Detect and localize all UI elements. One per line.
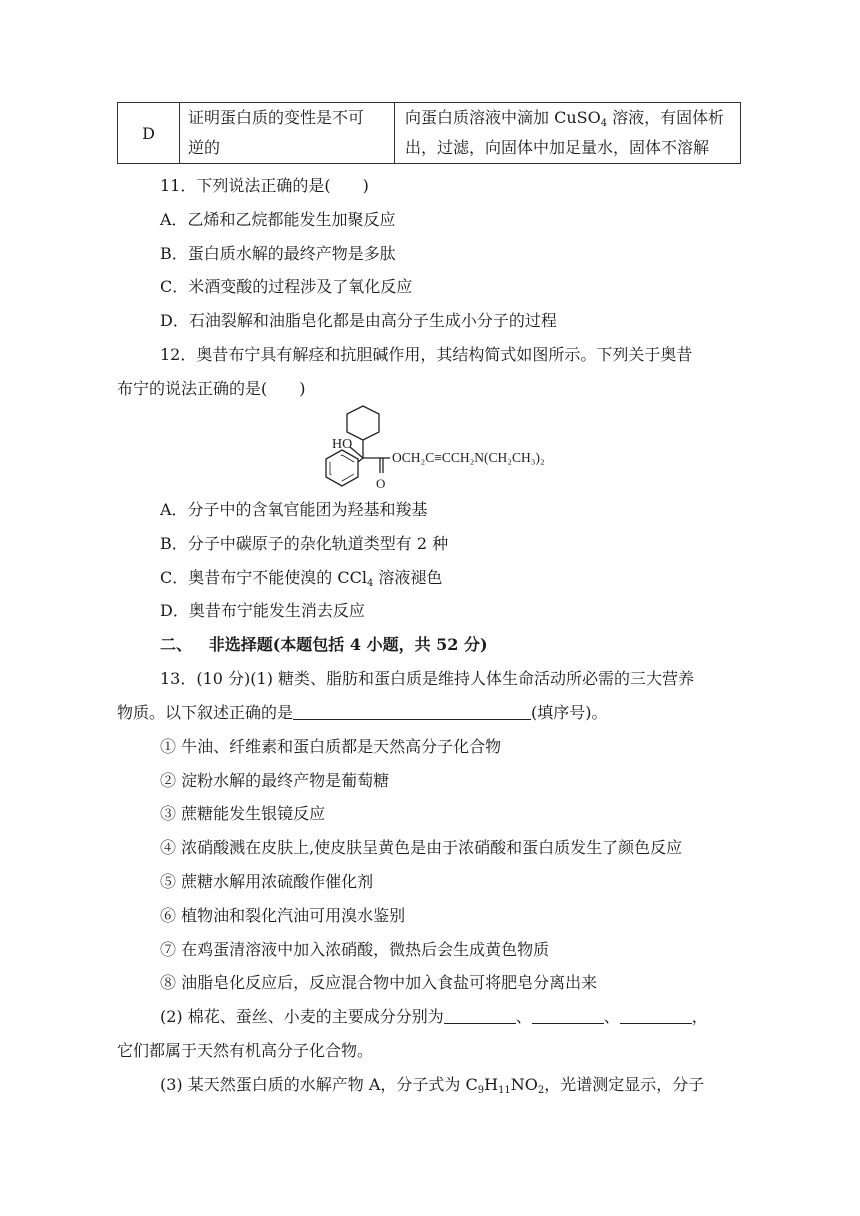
section-heading [160, 633, 488, 657]
benzene-inner [330, 455, 354, 481]
answer-blank-silk[interactable] [532, 1007, 604, 1024]
purpose-line-2: 逆的 [188, 138, 221, 157]
purpose-cell [180, 103, 395, 164]
q12-option-b: B．分子中碳原子的杂化轨道类型有 2 种 [160, 534, 449, 553]
separator: 、 [515, 1007, 532, 1026]
operation-line-1: 向蛋白质溶液中滴加 CuSO$_4$ 溶液，有固体析 [405, 108, 725, 129]
oxybutynin-structure [318, 400, 578, 492]
section-title: 非选择题(本题包括 4 小题，共 52 分) [208, 635, 488, 654]
bond-phenyl [358, 458, 363, 462]
q13-line-1: 13．(10 分)(1) 糖类、脂肪和蛋白质是维持人体生命活动所必需的三大营养 [160, 669, 695, 688]
separator: 、 [603, 1007, 620, 1026]
q13-item-6: ⑥ 植物油和裂化汽油可用溴水鉴别 [160, 906, 406, 925]
hydroxyl-label: HO [332, 437, 353, 452]
q13-part-3: (3) 某天然蛋白质的水解产物 A，分子式为 $C_9H_{11}NO_2$，光谱测定显示，分子 [160, 1075, 705, 1096]
section-number: 二、 [160, 635, 193, 654]
q12-stem-line-2: 布宁的说法正确的是( ) [117, 379, 306, 398]
answer-blank-cotton[interactable] [444, 1007, 516, 1024]
q12-stem-line-1: 12．奥昔布宁具有解痉和抗胆碱作用，其结构简式如图所示。下列关于奥昔 [160, 345, 693, 364]
q13-item-8: ⑧ 油脂皂化反应后，反应混合物中加入食盐可将肥皂分离出来 [160, 973, 598, 992]
q12-option-d: D．奥昔布宁能发生消去反应 [160, 601, 365, 620]
q13-part-2 [160, 1005, 708, 1029]
experiment-table [117, 102, 741, 164]
table-row [118, 103, 741, 164]
part-2-end: ， [691, 1007, 708, 1026]
carbonyl-oxygen-label: O [376, 476, 386, 491]
q13-part-2-line-2: 它们都属于天然有机高分子化合物。 [117, 1041, 374, 1060]
q13-item-2: ② 淀粉水解的最终产物是葡萄糖 [160, 771, 390, 790]
answer-blank[interactable] [293, 703, 531, 720]
q11-option-b: B．蛋白质水解的最终产物是多肽 [160, 244, 396, 263]
cyclohexane-ring [347, 406, 379, 440]
q11-option-c: C．米酒变酸的过程涉及了氧化反应 [160, 277, 413, 296]
q12-option-c: C．奥昔布宁不能使溴的 CCl$_4$ 溶液褪色 [160, 568, 443, 589]
q13-item-7: ⑦ 在鸡蛋清溶液中加入浓硝酸，微热后会生成黄色物质 [160, 940, 550, 959]
operation-line-2: 出，过滤，向固体中加足量水，固体不溶解 [405, 138, 710, 157]
q13-item-1: ① 牛油、纤维素和蛋白质都是天然高分子化合物 [160, 737, 502, 756]
row-label: D [142, 123, 155, 143]
ester-chain-label: OCH₂C≡CCH₂N(CH₂CH₃)₂ [392, 450, 545, 465]
q13-line-2-prefix: 物质。以下叙述正确的是 [117, 703, 294, 722]
q13-item-5: ⑤ 蔗糖水解用浓硫酸作催化剂 [160, 872, 374, 891]
operation-cell [395, 103, 741, 164]
q13-line-2 [117, 701, 608, 725]
purpose-line-1: 证明蛋白质的变性是不可 [188, 108, 365, 127]
q11-option-d: D．石油裂解和油脂皂化都是由高分子生成小分子的过程 [160, 311, 557, 330]
q13-item-3: ③ 蔗糖能发生银镜反应 [160, 804, 326, 823]
answer-blank-wheat[interactable] [620, 1007, 692, 1024]
q11-stem: 11．下列说法正确的是( ) [160, 176, 369, 195]
q13-line-2-suffix: (填序号)。 [531, 703, 608, 722]
bond-hydroxyl [350, 447, 363, 458]
q11-option-a: A．乙烯和乙烷都能发生加聚反应 [160, 210, 396, 229]
q12-option-a: A．分子中的含氧官能团为羟基和羧基 [160, 500, 428, 519]
row-label-cell [118, 103, 180, 164]
q13-part-2-prefix: (2) 棉花、蚕丝、小麦的主要成分分别为 [160, 1007, 444, 1026]
q13-item-4: ④ 浓硝酸溅在皮肤上,使皮肤呈黄色是由于浓硝酸和蛋白质发生了颜色反应 [160, 838, 683, 857]
